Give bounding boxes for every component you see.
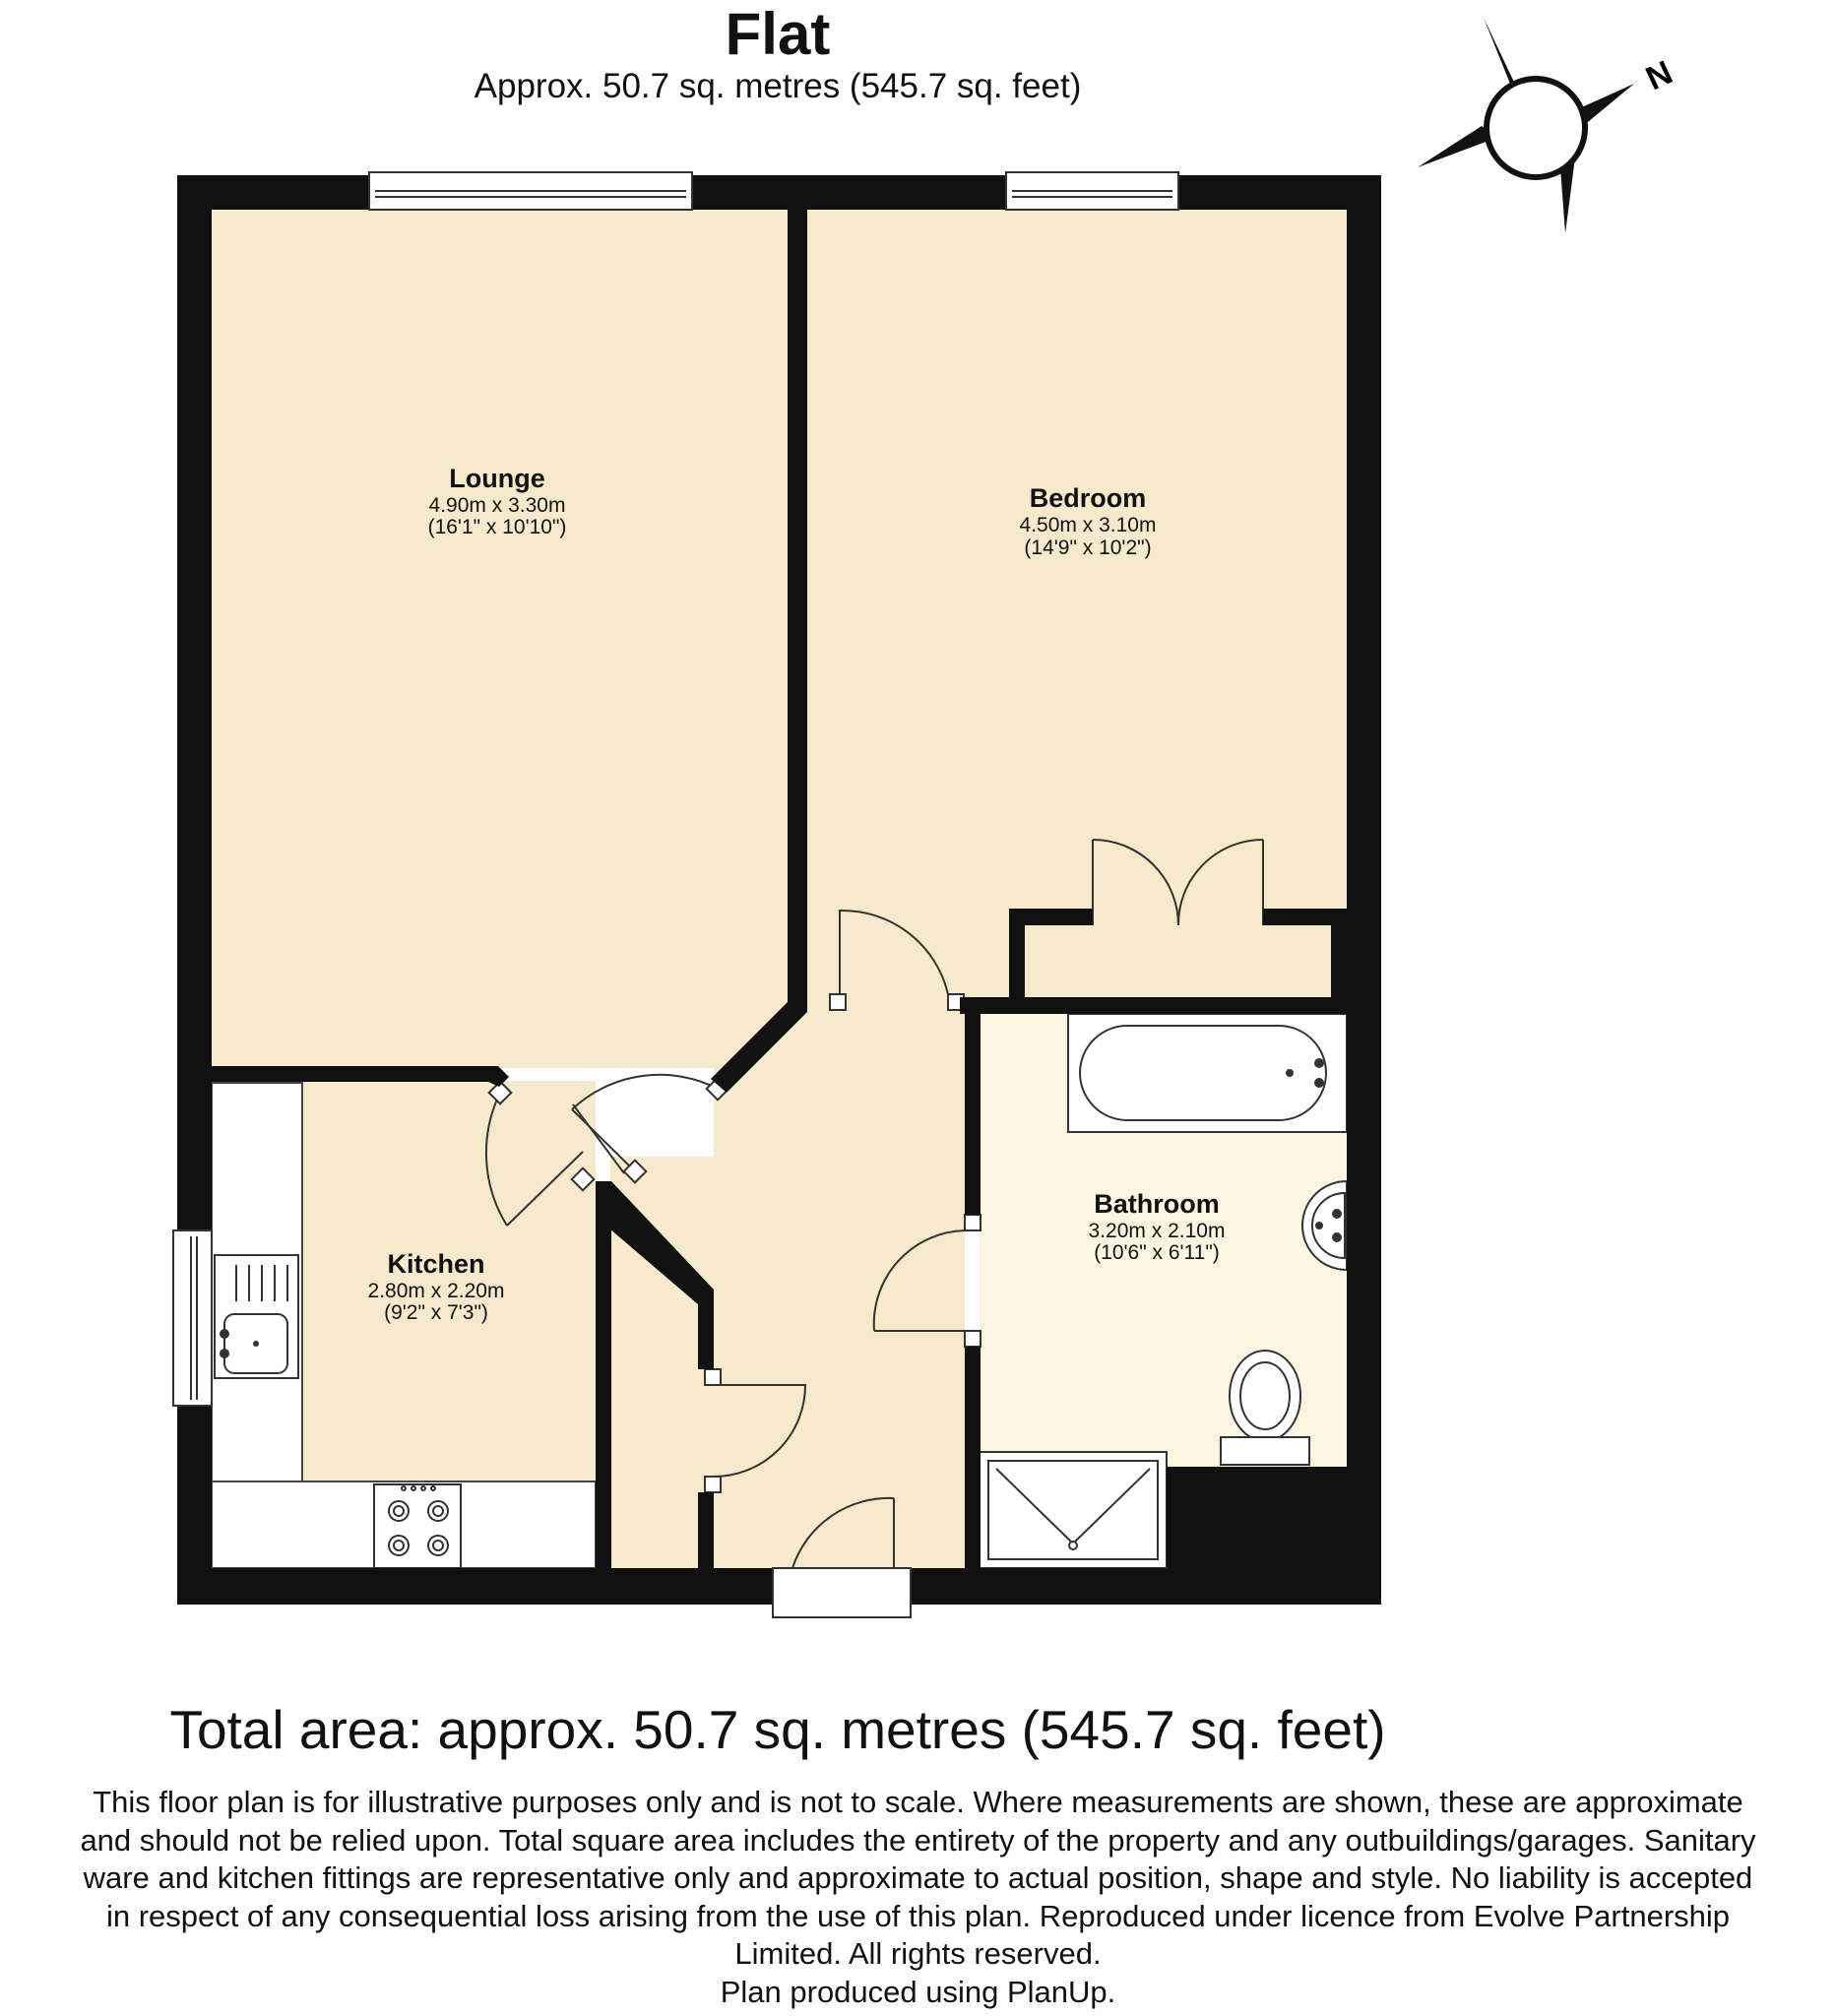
compass-north-label: N — [1640, 53, 1678, 98]
hob-icon — [374, 1484, 461, 1568]
wall-right — [1347, 175, 1381, 1605]
wall-bath-hall-lower — [965, 1347, 981, 1568]
room-label-bathroom: Bathroom — [1094, 1189, 1220, 1219]
wall-lounge-kitchen — [212, 1066, 489, 1082]
wall-wardrobe-left-v — [1009, 909, 1025, 997]
plan-title: Flat — [725, 1, 831, 67]
disclaimer-line: ware and kitchen fittings are representative only and approximate to actual position, shape and style. No liability is accepted — [83, 1860, 1753, 1895]
wall-bottom-right — [911, 1568, 1381, 1605]
window-lounge — [369, 172, 692, 210]
floor-hall — [610, 994, 965, 1568]
riser — [1167, 1467, 1347, 1568]
room-dims-bathroom-imperial: (10'6" x 6'11") — [1094, 1241, 1220, 1264]
room-dims-lounge-metric: 4.90m x 3.30m — [428, 494, 566, 517]
wall-cupboard-lower — [698, 1492, 714, 1568]
room-dims-kitchen-metric: 2.80m x 2.20m — [367, 1280, 505, 1302]
window-bedroom — [1006, 172, 1178, 210]
compass-icon — [1418, 18, 1678, 233]
room-label-kitchen: Kitchen — [387, 1249, 485, 1279]
wall-top — [177, 175, 1381, 210]
room-dims-kitchen-imperial: (9'2" x 7'3") — [384, 1301, 488, 1324]
entrance-threshold — [773, 1568, 911, 1617]
bath-icon — [1068, 1014, 1347, 1132]
room-dims-bedroom-metric: 4.50m x 3.10m — [1019, 514, 1157, 536]
room-dims-lounge-imperial: (16'1" x 10'10") — [427, 516, 567, 538]
wall-bath-hall-upper — [965, 1014, 981, 1215]
disclaimer-line: and should not be relied upon. Total square area includes the entirety of the property and any outbuildings/garages. Sanitary — [80, 1822, 1756, 1858]
disclaimer-line: Limited. All rights reserved. — [734, 1936, 1102, 1971]
total-area: Total area: approx. 50.7 sq. metres (545.7 sq. feet) — [169, 1699, 1386, 1760]
wall-cupboard-upper — [698, 1304, 714, 1369]
sink-icon — [215, 1255, 298, 1378]
room-dims-bathroom-metric: 3.20m x 2.10m — [1088, 1220, 1226, 1242]
wall-lounge-bedroom — [788, 210, 807, 997]
room-label-bedroom: Bedroom — [1029, 483, 1147, 513]
disclaimer-line: Plan produced using PlanUp. — [720, 1974, 1116, 2009]
floor-lounge — [212, 210, 788, 1068]
shower-icon — [980, 1452, 1167, 1568]
wall-wardrobe-right-v — [1331, 909, 1347, 997]
disclaimer-line: This floor plan is for illustrative purposes only and is not to scale. Where measurements are shown, these are approximate — [93, 1785, 1743, 1819]
disclaimer-line: in respect of any consequential loss arising from the use of this plan. Reproduced under licence from Evolve Partnership — [105, 1898, 1731, 1933]
wall-kitchen-hall — [596, 1181, 611, 1568]
room-dims-bedroom-imperial: (14'9" x 10'2") — [1024, 536, 1152, 559]
window-kitchen — [173, 1230, 212, 1406]
disclaimer — [0, 1784, 1836, 2011]
room-label-lounge: Lounge — [449, 464, 545, 493]
floors — [212, 210, 1347, 1568]
plan-subtitle: Approx. 50.7 sq. metres (545.7 sq. feet) — [474, 67, 1082, 105]
wall-bedroom-bath — [960, 997, 1347, 1014]
wall-bottom-left — [177, 1568, 773, 1605]
floor-bedroom — [807, 210, 1347, 997]
